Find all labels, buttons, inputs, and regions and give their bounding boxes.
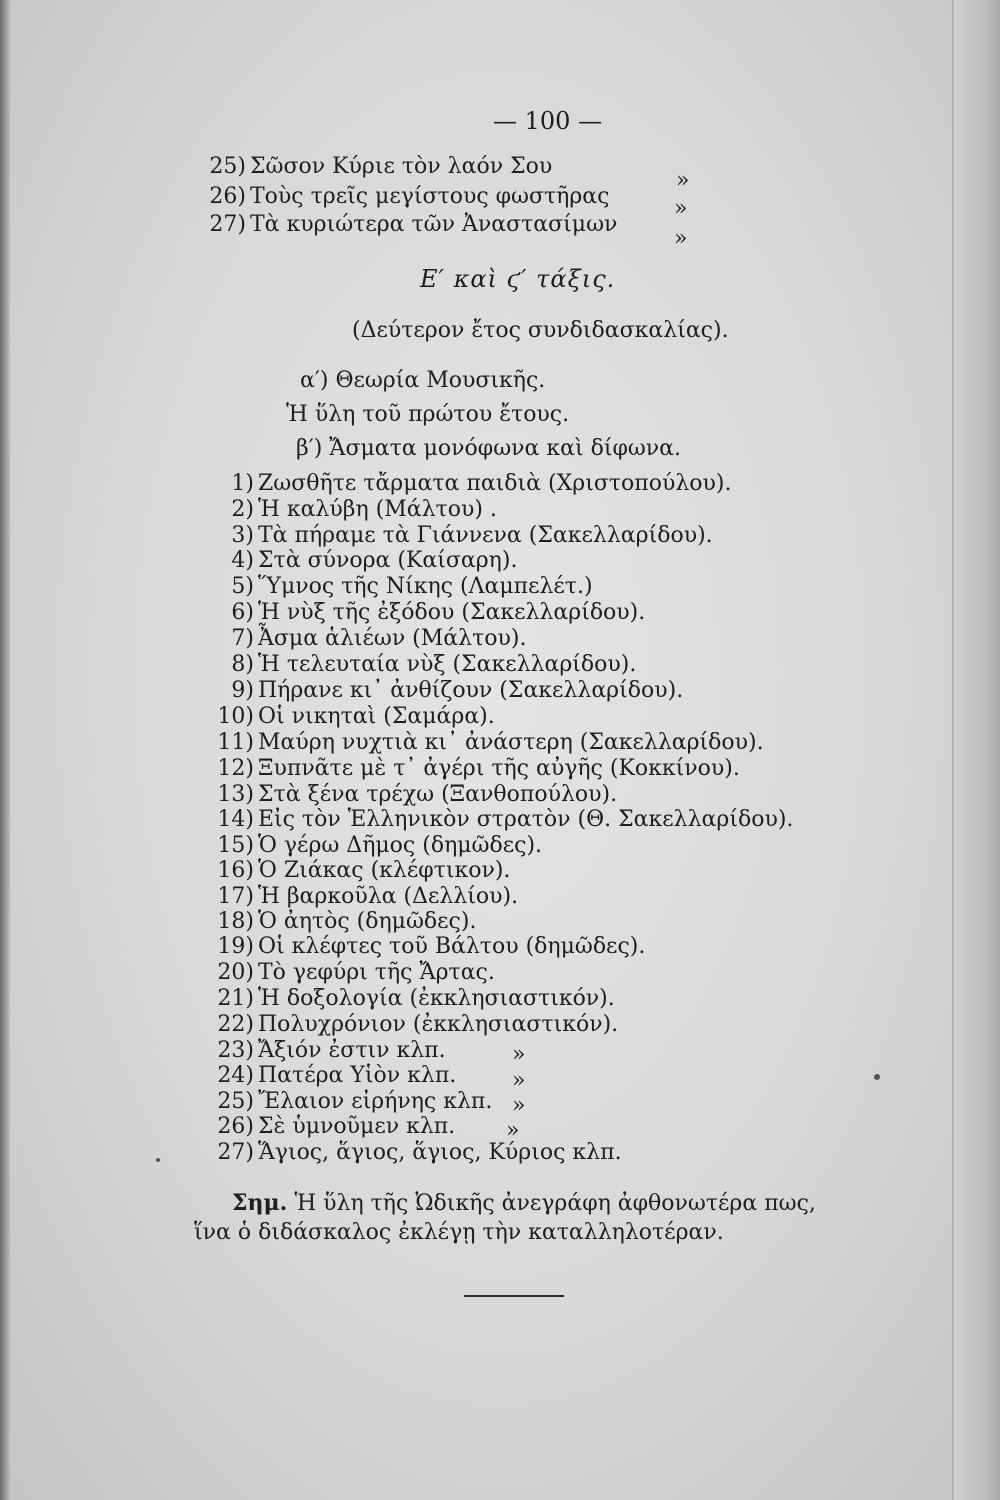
item-number: 4) (231, 548, 254, 573)
song-item (214, 600, 645, 626)
item-text: Τοὺς τρεῖς μεγίστους φωστῆρας (250, 184, 610, 209)
item-text: Ὁ Ζιάκας (κλέφτικον). (258, 858, 511, 883)
footnote-line-2: ἵνα ὁ διδάσκαλος ἐκλέγῃ τὴν καταλληλοτέραν. (194, 1220, 724, 1245)
item-number: 22) (217, 1012, 254, 1037)
song-item (214, 497, 497, 523)
item-text: Σῶσον Κύριε τὸν λαόν Σου (250, 154, 553, 179)
song-item (214, 1038, 446, 1064)
part-a (300, 368, 545, 394)
item-text: Ζωσθῆτε τἄρματα παιδιὰ (Χριστοπούλου). (258, 471, 732, 496)
song-item (214, 960, 495, 986)
song-item (214, 986, 615, 1012)
item-number: 23) (217, 1038, 254, 1063)
ditto-mark: » (512, 1068, 526, 1093)
item-text: Ὁ γέρω Δῆμος (δημῶδες). (258, 833, 543, 858)
item-text: Τὸ γεφύρι τῆς Ἄρτας. (258, 960, 495, 985)
footnote-label: Σημ. (232, 1190, 288, 1216)
song-item (214, 833, 542, 859)
song-item (214, 574, 593, 600)
item-number: 25) (217, 1089, 254, 1114)
item-number: 12) (217, 756, 254, 781)
item-text: Στὰ ξένα τρέχω (Ξανθοπούλου). (258, 782, 618, 807)
item-number: 1) (231, 471, 254, 496)
ditto-mark: » (676, 168, 690, 193)
item-number: 3) (231, 523, 254, 548)
ditto-mark: » (506, 1118, 520, 1143)
ditto-mark: » (512, 1042, 526, 1067)
song-item (214, 858, 510, 884)
item-number: 26) (209, 184, 246, 209)
item-number: 25) (209, 154, 246, 179)
item-number: 7) (231, 626, 254, 651)
item-text: Ὁ ἀητὸς (δημῶδες). (258, 909, 477, 934)
page-edge (954, 0, 1000, 1500)
song-item (214, 652, 636, 678)
footnote-text: Ἡ ὕλη τῆς Ὠδικῆς ἀνεγράφη ἀφθονωτέρα πως, (294, 1191, 816, 1216)
song-item (214, 1012, 618, 1038)
item-text: Ἡ καλύβη (Μάλτου) . (258, 497, 497, 522)
item-text: Σὲ ὑμνοῦμεν κλπ. (258, 1114, 456, 1139)
item-number: 17) (217, 884, 254, 909)
item-number: 10) (217, 704, 254, 729)
item-number: 18) (217, 909, 254, 934)
scan-speck (156, 1158, 160, 1162)
song-item (214, 1114, 455, 1140)
page-fold-line (952, 0, 954, 1500)
item-text: Ἄξιόν ἐστιν κλπ. (258, 1038, 446, 1063)
item-text: Στὰ σύνορα (Καίσαρη). (258, 548, 518, 573)
item-text: Ὕμνος τῆς Νίκης (Λαμπελέτ.) (258, 574, 593, 599)
item-text: Ἡ τελευταία νὺξ (Σακελλαρίδου). (258, 652, 637, 677)
item-number: 27) (209, 212, 246, 237)
item-number: 15) (217, 833, 254, 858)
item-text: Ἡ βαρκοῦλα (Δελλίου). (258, 884, 519, 909)
item-text: Πατέρα Υἱὸν κλπ. (258, 1063, 457, 1088)
song-item (214, 909, 476, 935)
page-binding-shadow (0, 0, 10, 1500)
item-text: Πήρανε κι᾽ ἀνθίζουν (Σακελλαρίδου). (258, 678, 684, 703)
item-number: 14) (217, 807, 254, 832)
end-rule (464, 1295, 564, 1297)
item-number: 8) (231, 652, 254, 677)
item-number: 2) (231, 497, 254, 522)
ditto-mark: » (674, 226, 688, 251)
item-text: Τὰ πήραμε τὰ Γιάννενα (Σακελλαρίδου). (258, 523, 713, 548)
item-number: 6) (231, 600, 254, 625)
item-text: Τὰ κυριώτερα τῶν Ἀναστασίμων (250, 212, 618, 237)
ditto-mark: » (512, 1093, 526, 1118)
item-text: Ἡ δοξολογία (ἐκκλησιαστικόν). (258, 986, 615, 1011)
top-list-item (206, 184, 609, 210)
item-text: Ἆσμα ἁλιέων (Μάλτου). (258, 626, 527, 651)
scan-speck (874, 1074, 880, 1080)
item-text: Εἰς τὸν Ἑλληνικὸν στρατὸν (Θ. Σακελλαρίδου). (258, 807, 794, 832)
item-text: Ἔλαιον εἰρήνης κλπ. (258, 1089, 493, 1114)
song-item (214, 884, 518, 910)
footnote-line-1 (232, 1190, 816, 1217)
song-item (214, 782, 617, 808)
page-number: — 100 — (493, 107, 603, 135)
song-item (214, 548, 517, 574)
song-item (214, 1140, 622, 1166)
section-subtitle: (Δεύτερον ἔτος συνδιδασκαλίας). (352, 318, 729, 343)
top-list-item (206, 154, 552, 180)
song-item (214, 523, 713, 549)
song-item (214, 934, 645, 960)
item-text: Ἡ νὺξ τῆς ἐξόδου (Σακελλαρίδου). (258, 600, 646, 625)
song-item (214, 626, 526, 652)
item-text: Ξυπνᾶτε μὲ τ᾽ ἀγέρι τῆς αὐγῆς (Κοκκίνου). (258, 756, 740, 781)
item-text: Ἅγιος, ἅγιος, ἅγιος, Κύριος κλπ. (258, 1140, 622, 1165)
part-b (296, 436, 681, 462)
item-number: 11) (217, 730, 254, 755)
section-title: Ε′ καὶ ϛ′ τάξις. (420, 265, 616, 293)
item-number: 20) (217, 960, 254, 985)
song-item (214, 730, 764, 756)
song-item (214, 1063, 456, 1089)
item-text: Πολυχρόνιον (ἐκκλησιαστικόν). (258, 1012, 619, 1037)
item-number: 27) (217, 1140, 254, 1165)
part-a-label: α′) (300, 368, 329, 393)
item-text: Μαύρη νυχτιὰ κι᾽ ἀνάστερη (Σακελλαρίδου). (258, 730, 764, 755)
part-a-text: Θεωρία Μουσικῆς. (335, 368, 546, 393)
song-item (214, 471, 731, 497)
item-number: 16) (217, 858, 254, 883)
item-text: Οἱ κλέφτες τοῦ Βάλτου (δημῶδες). (258, 934, 646, 959)
song-item (214, 704, 495, 730)
song-item (214, 756, 740, 782)
item-number: 21) (217, 986, 254, 1011)
ditto-mark: » (674, 196, 688, 221)
item-number: 19) (217, 934, 254, 959)
item-number: 9) (231, 678, 254, 703)
part-a-note: Ἡ ὕλη τοῦ πρώτου ἔτους. (286, 402, 570, 427)
item-number: 26) (217, 1114, 254, 1139)
song-item (214, 1089, 492, 1115)
song-item (214, 807, 793, 833)
song-item (214, 678, 683, 704)
top-list-item (206, 212, 617, 238)
item-number: 13) (217, 782, 254, 807)
item-number: 24) (217, 1063, 254, 1088)
item-text: Οἱ νικηταὶ (Σαμάρα). (258, 704, 495, 729)
item-number: 5) (231, 574, 254, 599)
part-b-text: Ἄσματα μονόφωνα καὶ δίφωνα. (329, 436, 682, 461)
part-b-label: β′) (296, 436, 323, 461)
